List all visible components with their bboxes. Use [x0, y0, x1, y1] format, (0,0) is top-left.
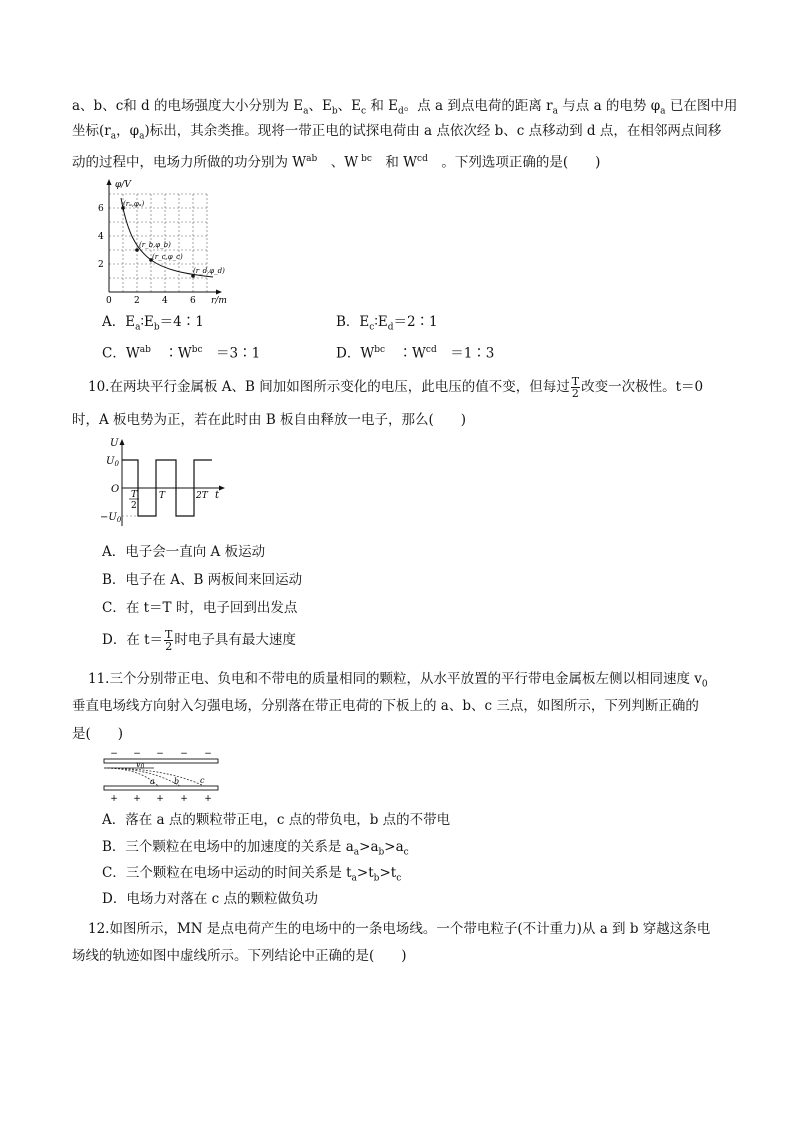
q10-option-a[interactable]: A．电子会一直向 A 板运动 — [102, 544, 266, 560]
svg-text:+: + — [204, 794, 212, 804]
q9-potential-graph — [95, 176, 245, 306]
q10-line-2: 时，A 板电势为正，若在此时由 B 板自由释放一电子，那么( ) — [72, 412, 467, 428]
q11-option-b[interactable]: B．三个颗粒在电场中的加速度的关系是 $a_a>a_b>a_c$ — [102, 839, 409, 858]
label-point-d: (r_d,φ_d) — [193, 267, 225, 275]
svg-text:−: − — [204, 749, 212, 759]
label-point-b: (r_b,φ_b) — [139, 241, 171, 249]
t-half-den: 2 — [131, 501, 137, 511]
top-plate — [104, 759, 218, 763]
q10-option-d-fraction: $\frac{T}{2}$ — [165, 628, 173, 653]
top-plate-charges — [110, 749, 212, 759]
q10-voltage-graph — [98, 436, 228, 528]
q9-option-b[interactable]: B．$E_c∶E_d=2∶1$ — [336, 314, 438, 333]
q9-option-c[interactable]: C．$W^{ab}$ $∶W^{bc}$ ＝3∶1 — [102, 345, 261, 362]
point-c-label: c — [200, 776, 205, 785]
q11-option-c[interactable]: C．三个颗粒在电场中运动的时间关系是 $t_a>t_b>t_c$ — [102, 865, 402, 884]
neg-u0-label: $-U_0$ — [100, 512, 122, 524]
q10-option-c[interactable]: C．在 t＝T 时，电子回到出发点 — [102, 600, 298, 616]
x-axis-arrow-icon — [216, 290, 222, 295]
q11-line-2: 垂直电场线方向射入匀强电场，分别落在带正电荷的下板上的 a、b、c 三点，如图所示，下列判断正确的 — [72, 698, 699, 714]
q11-option-a[interactable]: A．落在 a 点的颗粒带正电，c 点的带负电，b 点的不带电 — [102, 812, 451, 828]
q10-line-1: 10.在两块平行金属板 A、B 间加如图所示变化的电压，此电压的值不变，但每过 $\frac{T}{2}$ 改变一次极性。t＝0 — [88, 375, 704, 400]
q9-line-1: a、b、c和 d 的电场强度大小分别为 $E_a$、$E_b$、$E_c$ 和 $E_d$。点 a 到点电荷的距离 $r_a$ 与点 a 的电势 $\varphi_a$ 已在图中用 — [72, 98, 738, 117]
u-axis-label: U — [110, 438, 119, 449]
t-label: T — [159, 491, 166, 501]
svg-text:+: + — [133, 794, 141, 804]
y-tick-2: 2 — [98, 260, 104, 270]
q12-line-2: 场线的轨迹如图中虚线所示。下列结论中正确的是( ) — [72, 948, 407, 964]
q12-line-1: 12.如图所示，MN 是点电荷产生的电场中的一条电场线。一个带电粒子(不计重力)从 a 到 b 穿越这条电 — [88, 921, 711, 937]
svg-text:+: + — [110, 794, 118, 804]
x-axis-label: r/m — [211, 296, 227, 306]
x-tick-0: 0 — [106, 296, 112, 306]
svg-text:−: − — [156, 749, 164, 759]
y-tick-6: 6 — [98, 204, 104, 214]
q11-line-3: 是( ) — [72, 726, 124, 742]
label-point-a: (rₐ,φₐ) — [123, 200, 145, 208]
q11-option-d[interactable]: D．电场力对落在 c 点的颗粒做负功 — [102, 891, 318, 907]
y-axis-arrow-icon — [107, 179, 112, 185]
x-tick-2: 2 — [134, 296, 140, 306]
t-axis-arrow-icon — [219, 486, 225, 491]
x-tick-6: 6 — [190, 296, 196, 306]
origin-label: O — [111, 484, 120, 495]
q11-line-1: 11.三个分别带正电、负电和不带电的质量相同的颗粒，从水平放置的平行带电金属板左侧以相同速度 $v_0$ — [88, 671, 708, 690]
u-axis-arrow-icon — [120, 439, 125, 445]
t2-label: 2T — [196, 491, 208, 501]
point-b-label: b — [174, 777, 180, 786]
q11-plates-figure — [100, 748, 222, 804]
bottom-plate-charges — [110, 794, 212, 804]
svg-text:−: − — [180, 749, 188, 759]
potential-curve — [121, 198, 213, 277]
q9-option-a[interactable]: A．$E_a∶E_b=4∶1$ — [102, 314, 204, 333]
svg-text:+: + — [180, 794, 188, 804]
v0-label: v0 — [136, 760, 145, 771]
x-tick-4: 4 — [162, 296, 168, 306]
q9-line-2: 坐标($r_a$，$\varphi_a$)标出，其余类推。现将一带正电的试探电荷由 a 点依次经 b、c 点移动到 d 点，在相邻两点间移 — [72, 123, 722, 142]
t-axis-label: t — [215, 490, 220, 501]
u0-label: $U_0$ — [106, 456, 119, 468]
y-tick-4: 4 — [98, 232, 104, 242]
t-half-num: T — [131, 490, 138, 500]
svg-text:−: − — [133, 749, 141, 759]
q10-option-d[interactable]: D．在 t＝ $\frac{T}{2}$ 时电子具有最大速度 — [102, 628, 296, 653]
svg-text:−: − — [110, 749, 118, 759]
y-axis-label: φ/V — [115, 180, 131, 190]
point-a-label: a — [150, 777, 155, 786]
bottom-plate — [104, 786, 218, 790]
q10-fraction-t-half: $\frac{T}{2}$ — [571, 375, 580, 400]
q10-option-b[interactable]: B．电子在 A、B 两板间来回运动 — [102, 572, 303, 588]
svg-text:+: + — [156, 794, 164, 804]
q9-option-d[interactable]: D．$W^{bc}$ $∶W^{cd}$ ＝1∶3 — [336, 345, 495, 362]
q9-line-3: 动的过程中，电场力所做的功分别为 $W^{ab}$ 、W $^{bc}$ 和 $W^{cd}$ 。下列选项正确的是( ) — [72, 154, 601, 171]
label-point-c: (r_c,φ_c) — [152, 253, 183, 261]
